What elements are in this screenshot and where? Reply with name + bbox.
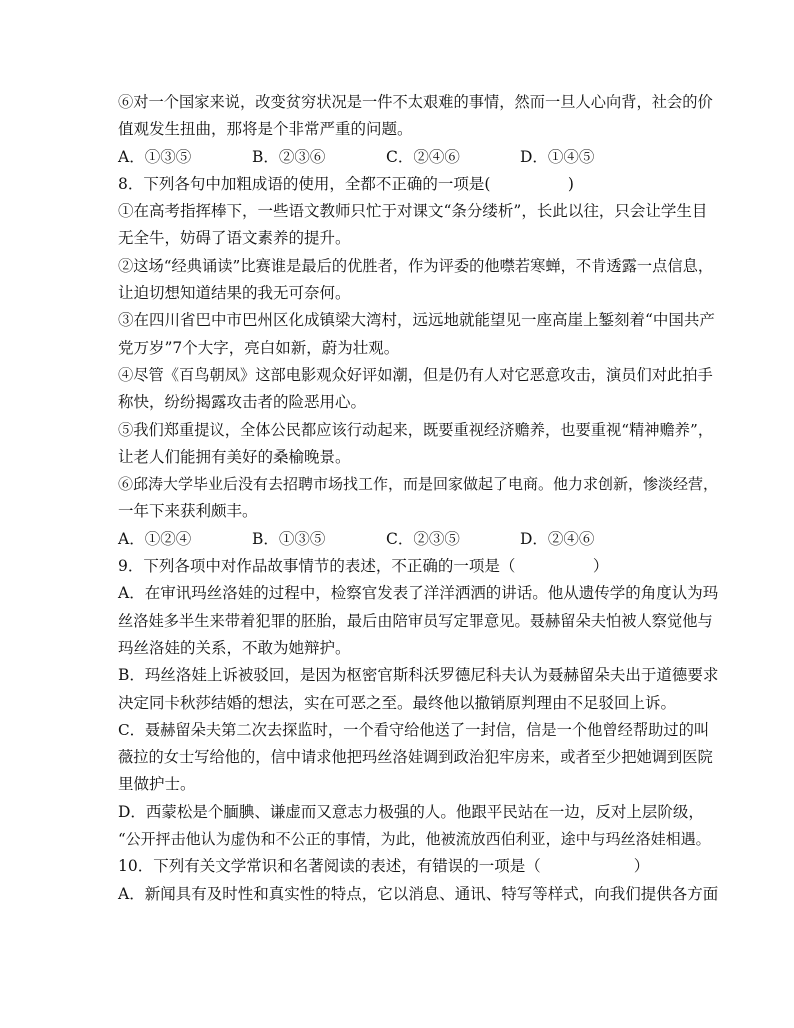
q8-item-line: ②这场“经典诵读”比赛谁是最后的优胜者，作为评委的他噤若寒蝉，不肯透露一点信息， [118, 256, 714, 275]
q7-option-a[interactable]: A．①③⑤ [118, 147, 192, 166]
q9-option-line: 丝洛娃多半生来带着犯罪的胚胎，最后由陪审员写定罪意见。聂赫留朵夫怕被人察觉他与 [118, 611, 713, 630]
q9-option-line: 决定同卡秋莎结婚的想法，实在可恶之至。最终他以撤销原判理由不足驳回上诉。 [118, 693, 677, 712]
q10-stem: 10．下列有关文学常识和名著阅读的表述，有错误的一项是（ ） [118, 857, 650, 876]
q8-option-a[interactable]: A．①②④ [118, 529, 192, 548]
q7-option-b[interactable]: B．②③⑥ [252, 147, 326, 166]
q8-option-b[interactable]: B．①③⑤ [252, 529, 326, 548]
document-content [118, 89, 719, 908]
q8-option-d[interactable]: D．②④⑥ [520, 529, 595, 548]
q9-option-line: “公开抨击他认为虚伪和不公正的事情，为此，他被流放西伯利亚，途中与玛丝洛娃相遇。 [118, 830, 711, 849]
q8-item-line: 让老人们能拥有美好的桑榆晚景。 [118, 447, 351, 466]
q8-item-line: 称快，纷纷揭露攻击者的险恶用心。 [118, 393, 367, 412]
q9-option-line: 里做护士。 [118, 775, 196, 794]
q9-option-line: C．聂赫留朵夫第二次去探监时，一个看守给他送了一封信，信是一个他曾经帮助过的叫 [118, 720, 710, 739]
q8-item-line: 党万岁”7个大字，亮白如新，蔚为壮观。 [118, 338, 400, 357]
q7-item-6-line-1: ⑥对一个国家来说，改变贫穷状况是一件不太艰难的事情，然而一旦人心向背，社会的价 [118, 93, 713, 111]
q7-item-6-line-2: 值观发生扭曲，那将是个非常严重的问题。 [118, 120, 413, 139]
q9-option-line: 玛丝洛娃的关系，不敢为她辩护。 [118, 638, 351, 657]
q8-item-line: ④尽管《百鸟朝凤》这部电影观众好评如潮，但是仍有人对它恶意攻击，演员们对此拍手 [118, 365, 713, 384]
q10-option-line: A．新闻具有及时性和真实性的特点，它以消息、通讯、特写等样式，向我们提供各方面 [118, 884, 719, 903]
q8-item-line: ③在四川省巴中市巴州区化成镇梁大湾村，远远地就能望见一座高崖上錾刻着“中国共产 [118, 311, 715, 330]
q8-item-line: 让迫切想知道结果的我无可奈何。 [118, 284, 351, 303]
q9-option-line: D．西蒙松是个腼腆、谦虚而又意志力极强的人。他跟平民站在一边，反对上层阶级， [118, 802, 704, 821]
q7-option-c[interactable]: C．②④⑥ [386, 147, 460, 166]
q7-options [118, 144, 698, 171]
q8-item-line: ⑥邱涛大学毕业后没有去招聘市场找工作，而是回家做起了电商。他力求创新，惨淡经营， [118, 475, 719, 494]
q9-stem: 9．下列各项中对作品故事情节的表述，不正确的一项是（ ） [118, 557, 609, 576]
q8-item-line: 一年下来获利颇丰。 [118, 502, 258, 521]
q8-stem: 8．下列各句中加粗成语的使用，全都不正确的一项是( ) [118, 174, 574, 193]
q9-option-line: A．在审讯玛丝洛娃的过程中，检察官发表了洋洋洒洒的讲话。他从遗传学的角度认为玛 [118, 584, 719, 603]
q8-options [118, 526, 698, 553]
q8-item-line: 无全牛，妨碍了语文素养的提升。 [118, 229, 351, 248]
q9-option-line: 薇拉的女士写给他的，信中请求他把玛丝洛娃调到政治犯牢房来，或者至少把她调到医院 [118, 748, 713, 767]
q8-item-line: ⑤我们郑重提议，全体公民都应该行动起来，既要重视经济赡养，也要重视“精神赡养”， [118, 420, 714, 439]
q8-option-c[interactable]: C．②③⑤ [386, 529, 460, 548]
q7-option-d[interactable]: D．①④⑤ [520, 147, 595, 166]
q9-option-line: B．玛丝洛娃上诉被驳回，是因为枢密官斯科沃罗德尼科夫认为聂赫留朵夫出于道德要求 [118, 666, 719, 685]
q8-item-line: ①在高考指挥棒下，一些语文教师只忙于对课文“条分缕析”，长此以往，只会让学生目 [118, 202, 708, 221]
